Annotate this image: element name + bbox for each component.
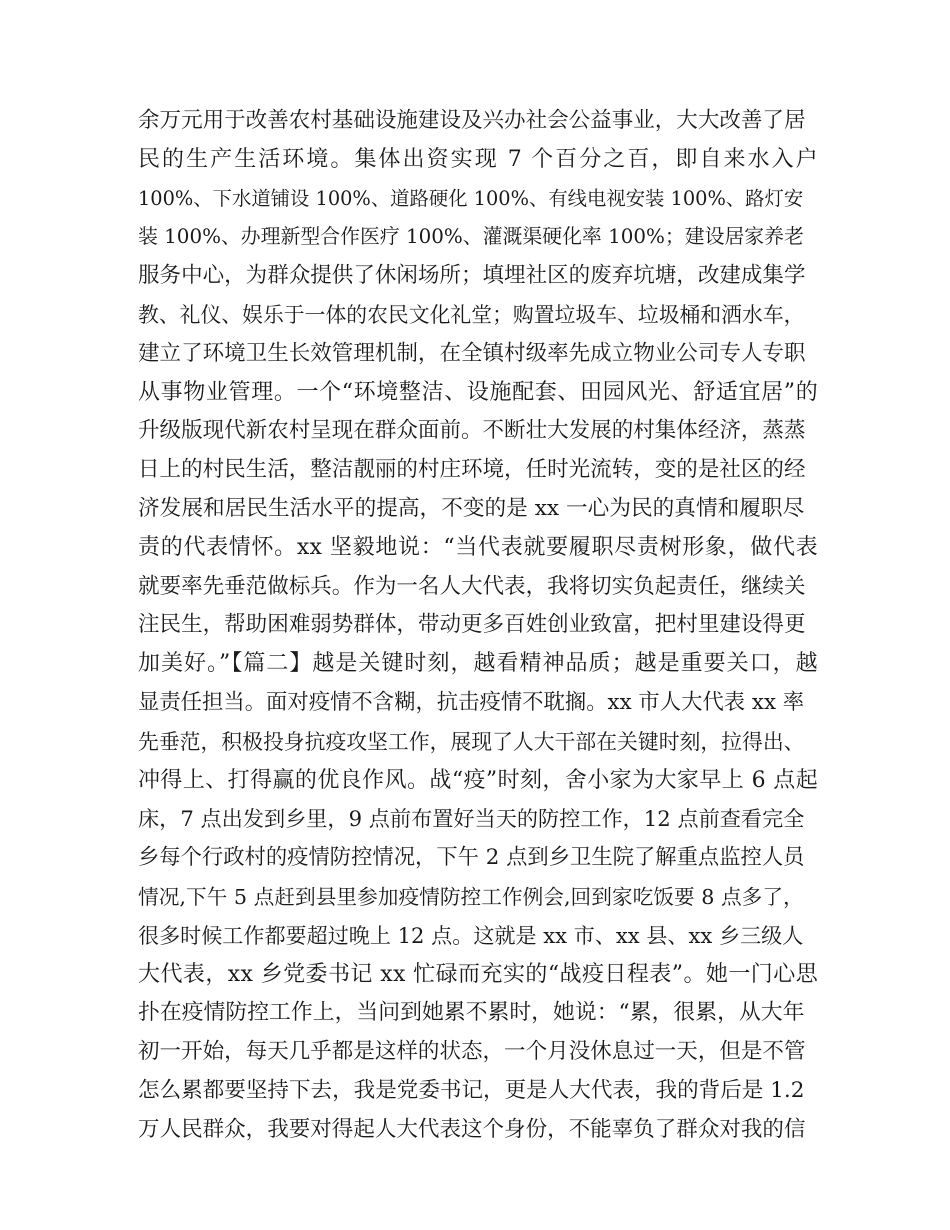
text-line: 教、礼仪、娱乐于一体的农民文化礼堂；购置垃圾车、垃圾桶和洒水车， bbox=[138, 302, 805, 327]
text-line: 很多时候工作都要超过晚上 12 点。这就是 xx 市、xx 县、xx 乡三级人 bbox=[138, 922, 804, 948]
text-line: 床，7 点出发到乡里，9 点前布置好当天的防控工作，12 点前查看完全 bbox=[138, 806, 805, 832]
text-line: 乡每个行政村的疫情防控情况，下午 2 点到乡卫生院了解重点监控人员 bbox=[138, 845, 805, 871]
text-line: 责的代表情怀。xx 坚毅地说：“当代表就要履职尽责树形象，做代表 bbox=[138, 534, 818, 560]
text-line: 民的生产生活环境。集体出资实现 7 个百分之百，即自来水入户 bbox=[138, 146, 818, 172]
text-line: 初一开始，每天几乎都是这样的状态，一个月没休息过一天，但是不管 bbox=[138, 1039, 806, 1065]
text-line: 升级版现代新农村呈现在群众面前。不断壮大发展的村集体经济，蒸蒸 bbox=[138, 418, 806, 444]
text-line: 就要率先垂范做标兵。作为一名人大代表，我将切实负起责任，继续关 bbox=[138, 573, 806, 599]
text-line: 装 100%、办理新型合作医疗 100%、灌溉渠硬化率 100%；建设居家养老 bbox=[138, 225, 804, 249]
body-text bbox=[138, 102, 818, 1150]
text-line: 济发展和居民生活水平的提高，不变的是 xx 一心为民的真情和履职尽 bbox=[138, 495, 805, 521]
text-line: 日上的村民生活，整洁靓丽的村庄环境，任时光流转，变的是社区的经 bbox=[138, 457, 806, 483]
text-line: 情况,下午 5 点赶到县里参加疫情防控工作例会,回到家吃饭要 8 点多了， bbox=[138, 884, 804, 909]
text-line: 注民生，帮助困难弱势群体，带动更多百姓创业致富，把村里建设得更 bbox=[138, 612, 806, 638]
text-line: 怎么累都要坚持下去，我是党委书记，更是人大代表，我的背后是 1.2 bbox=[138, 1077, 805, 1103]
text-line: 建立了环境卫生长效管理机制，在全镇村级率先成立物业公司专人专职 bbox=[138, 340, 806, 366]
text-line: 冲得上、打得赢的优良作风。战“疫”时刻，舍小家为大家早上 6 点起 bbox=[138, 767, 818, 793]
text-line: 先垂范，积极投身抗疫攻坚工作，展现了人大干部在关键时刻，拉得出、 bbox=[138, 729, 805, 754]
text-line: 从事物业管理。一个“环境整洁、设施配套、田园风光、舒适宜居”的 bbox=[138, 379, 818, 405]
text-line: 万人民群众，我要对得起人大代表这个身份，不能辜负了群众对我的信 bbox=[138, 1116, 806, 1142]
text-line: 大代表，xx 乡党委书记 xx 忙碌而充实的“战疫日程表”。她一门心思 bbox=[138, 961, 818, 987]
text-line: 扑在疫情防控工作上，当问到她累不累时，她说：“累，很累，从大年 bbox=[138, 1000, 805, 1026]
text-line: 服务中心，为群众提供了休闲场所；填埋社区的废弃坑塘，改建成集学 bbox=[138, 263, 806, 289]
text-line: 100%、下水道铺设 100%、道路硬化 100%、有线电视安装 100%、路灯安 bbox=[138, 186, 804, 210]
text-line: 余万元用于改善农村基础设施建设及兴办社会公益事业，大大改善了居 bbox=[138, 108, 806, 133]
text-line: 加美好。”【篇二】越是关键时刻，越看精神品质；越是重要关口，越 bbox=[138, 651, 818, 677]
text-line: 显责任担当。面对疫情不含糊，抗击疫情不耽搁。xx 市人大代表 xx 率 bbox=[138, 689, 805, 715]
